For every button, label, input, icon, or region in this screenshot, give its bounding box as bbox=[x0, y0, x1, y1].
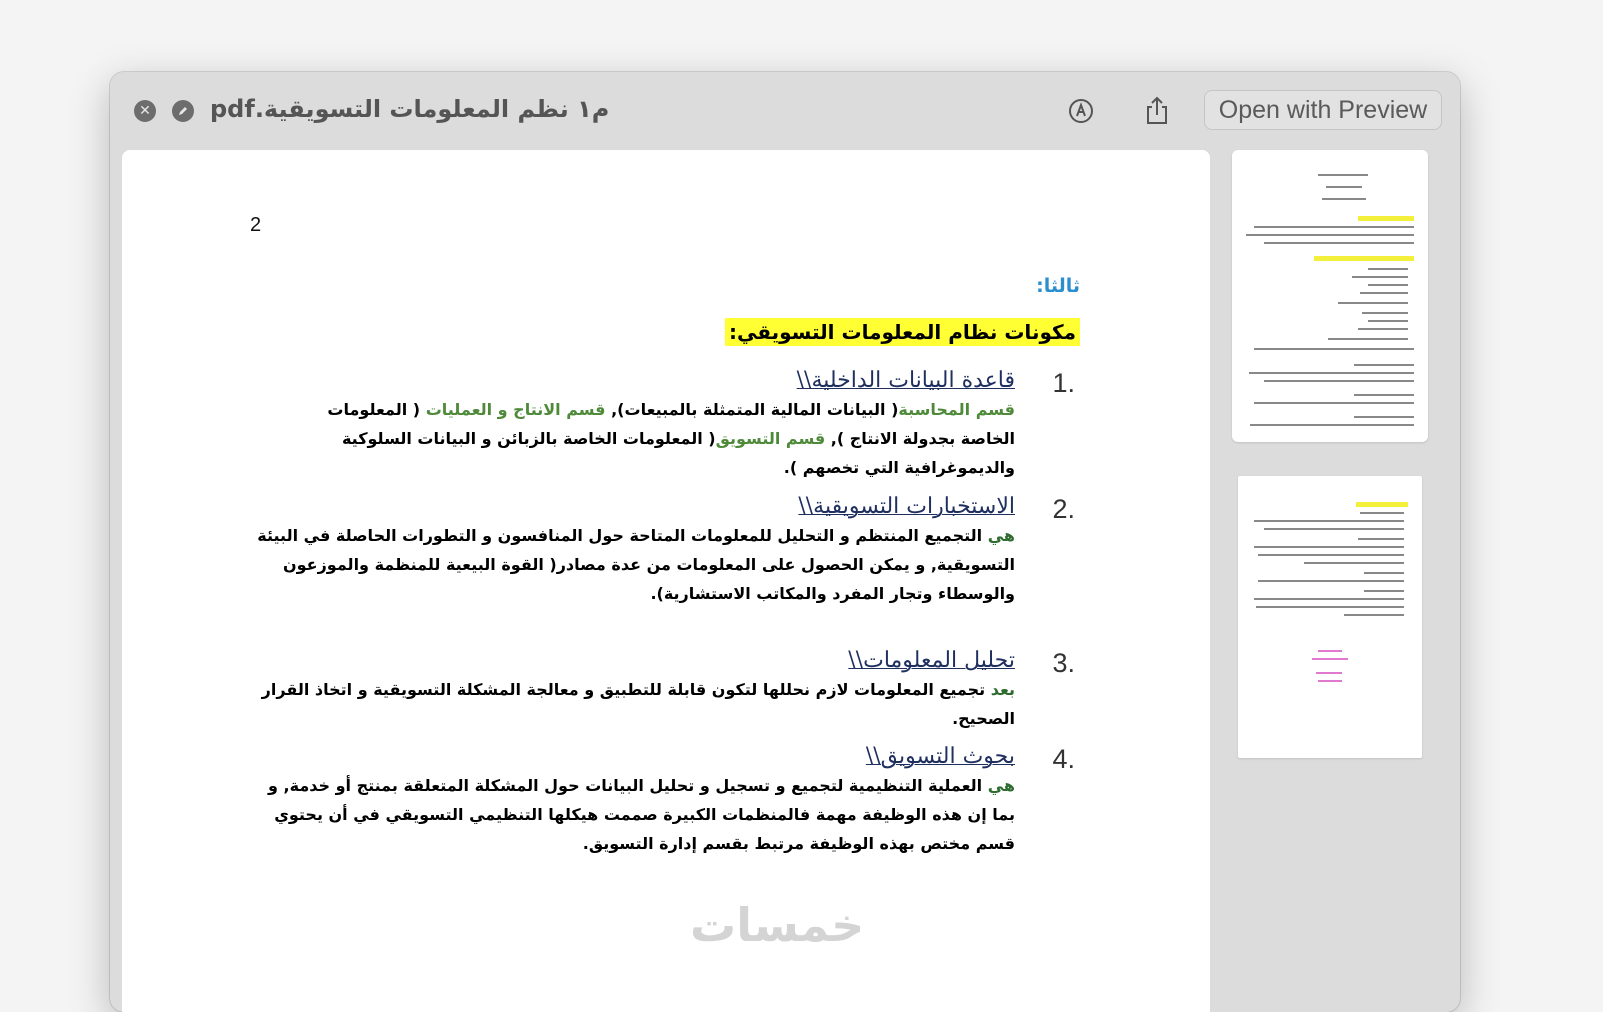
thumb-line bbox=[1304, 562, 1404, 564]
thumb-line bbox=[1316, 672, 1342, 674]
thumb-line bbox=[1364, 590, 1404, 592]
thumb-line bbox=[1358, 328, 1408, 330]
thumb-line bbox=[1254, 226, 1414, 228]
thumb-line bbox=[1264, 242, 1414, 244]
pdf-page bbox=[122, 150, 1210, 1012]
item-heading: قاعدة البيانات الداخلية\\ bbox=[796, 368, 1015, 393]
share-icon[interactable] bbox=[1142, 96, 1172, 126]
thumb-line bbox=[1344, 614, 1404, 616]
section-heading: مكونات نظام المعلومات التسويقي: bbox=[725, 318, 1080, 346]
thumb-line bbox=[1364, 572, 1404, 574]
thumb-line bbox=[1326, 186, 1362, 188]
thumb-line bbox=[1312, 658, 1348, 660]
thumb-highlight bbox=[1356, 502, 1408, 507]
dept-accounting: قسم المحاسبة bbox=[898, 400, 1015, 419]
body-text: العملية التنظيمية لتجميع و تسجيل و تحليل البيانات حول المشكلة المتعلقة بمنتج أو خدمة, و بما إن هذه الوظيفة مهمة فالمنظمات الكبيرة صممت هيكلها التنظيمي التسويقي في أن يحتوي قسم مختص بهذه الوظيفة مرتبط بقسم إدارة التسويق. bbox=[268, 776, 1015, 853]
body-text: ( البيانات المالية المتمثلة بالمبيعات), bbox=[605, 400, 899, 419]
list-item bbox=[275, 368, 1075, 482]
thumb-line bbox=[1358, 538, 1404, 540]
thumb-line bbox=[1318, 680, 1342, 682]
thumb-line bbox=[1368, 320, 1408, 322]
lead-word: هي bbox=[987, 526, 1015, 545]
dept-production: قسم الانتاج و العمليات bbox=[425, 400, 606, 419]
thumb-line bbox=[1258, 554, 1404, 556]
thumb-line bbox=[1368, 284, 1408, 286]
item-heading: الاستخبارات التسويقية\\ bbox=[798, 494, 1015, 519]
item-number: 3. bbox=[1052, 648, 1075, 678]
item-number: 4. bbox=[1052, 744, 1075, 774]
thumb-line bbox=[1354, 364, 1414, 366]
thumb-line bbox=[1354, 394, 1414, 396]
page-2-thumbnail[interactable] bbox=[1238, 476, 1422, 758]
thumb-line bbox=[1254, 520, 1404, 522]
thumb-line bbox=[1246, 234, 1414, 236]
thumb-line bbox=[1318, 174, 1368, 176]
lead-word: هي bbox=[987, 776, 1015, 795]
item-heading: تحليل المعلومات\\ bbox=[848, 648, 1015, 673]
list-item bbox=[255, 744, 1075, 858]
thumb-line bbox=[1360, 292, 1408, 294]
item-body bbox=[255, 521, 1015, 608]
close-icon[interactable]: ✕ bbox=[134, 100, 156, 122]
body-text: التجميع المنتظم و التحليل للمعلومات المتاحة حول المنافسون و التطورات الحاصلة في البيئة التسويقية, و يمكن الحصول على المعلومات من عدة مصادر( القوة البيعية للمنظمة والموزعون والوسطاء وتجار المفرد والمكاتب الاستشارية). bbox=[257, 526, 1015, 603]
thumb-line bbox=[1362, 312, 1408, 314]
list-item bbox=[255, 648, 1075, 733]
thumb-line bbox=[1368, 268, 1408, 270]
page-1-thumbnail[interactable] bbox=[1232, 150, 1428, 442]
thumb-line bbox=[1254, 402, 1414, 404]
item-body bbox=[255, 771, 1015, 858]
pencil-circle-icon[interactable] bbox=[172, 100, 194, 122]
item-heading: بحوث التسويق\\ bbox=[865, 744, 1015, 769]
body-text: ( المعلومات الخاصة بجدولة الانتاج ), bbox=[327, 400, 1015, 448]
thumb-line bbox=[1254, 598, 1404, 600]
thumb-highlight bbox=[1358, 216, 1414, 221]
item-body bbox=[275, 395, 1015, 482]
dept-marketing: قسم التسويق bbox=[715, 429, 826, 448]
title-bar bbox=[110, 72, 1460, 148]
thumb-line bbox=[1352, 276, 1408, 278]
thumb-line bbox=[1322, 198, 1366, 200]
thumb-highlight bbox=[1314, 256, 1414, 261]
document-title: م١ نظم المعلومات التسويقية.pdf bbox=[210, 95, 610, 123]
thumb-line bbox=[1258, 580, 1404, 582]
list-item bbox=[255, 494, 1075, 608]
section-label: ثالثا: bbox=[1036, 275, 1080, 297]
quicklook-window bbox=[110, 72, 1460, 1012]
thumb-line bbox=[1318, 650, 1342, 652]
thumb-line bbox=[1338, 302, 1408, 304]
thumb-line bbox=[1254, 348, 1414, 350]
thumb-line bbox=[1328, 338, 1408, 340]
lead-word: بعد bbox=[990, 680, 1015, 699]
open-with-preview-button[interactable]: Open with Preview bbox=[1204, 90, 1442, 130]
item-body bbox=[255, 675, 1015, 733]
item-number: 1. bbox=[1052, 368, 1075, 398]
thumb-line bbox=[1256, 606, 1404, 608]
body-text: تجميع المعلومات لازم نحللها لتكون قابلة للتطبيق و معالجة المشكلة التسويقية و اتخاذ القرار الصحيح. bbox=[261, 680, 1015, 728]
thumb-line bbox=[1254, 546, 1404, 548]
thumb-line bbox=[1354, 416, 1414, 418]
thumb-line bbox=[1249, 372, 1414, 374]
markup-pen-icon[interactable] bbox=[1066, 96, 1096, 126]
thumb-line bbox=[1250, 424, 1414, 426]
page-number: 2 bbox=[250, 214, 262, 236]
item-number: 2. bbox=[1052, 494, 1075, 524]
watermark-logo: خمسات bbox=[690, 898, 865, 952]
body-text: ( المعلومات الخاصة بالزبائن و البيانات السلوكية والديموغرافية التي تخصهم ). bbox=[341, 429, 1015, 477]
thumb-line bbox=[1360, 512, 1404, 514]
thumb-line bbox=[1264, 528, 1404, 530]
thumb-line bbox=[1264, 380, 1414, 382]
